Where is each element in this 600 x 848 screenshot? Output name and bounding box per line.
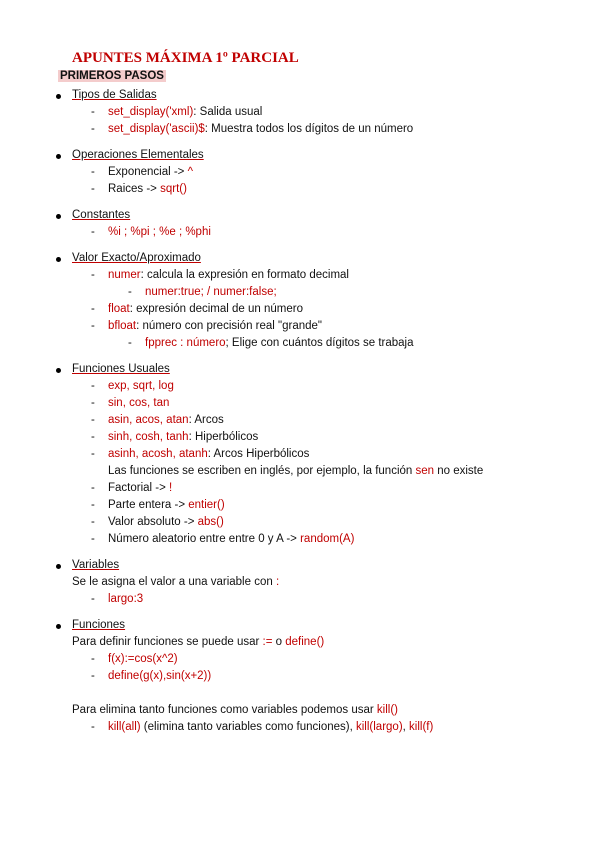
section-subtitle: PRIMEROS PASOS [60, 70, 164, 82]
notes-section [0, 558, 600, 609]
list-item [0, 430, 600, 447]
document-title: APUNTES MÁXIMA 1º PARCIAL [72, 50, 299, 66]
code-term: set_display('ascii)$ [108, 123, 205, 135]
dash-icon: - [91, 183, 95, 195]
list-item [0, 635, 600, 652]
code-term: := [262, 636, 273, 648]
list-item-text [72, 704, 398, 716]
notes-section [0, 618, 600, 737]
list-item-text [108, 320, 322, 332]
text-run: Factorial -> [108, 482, 170, 494]
dash-icon: - [91, 380, 95, 392]
text-run: : Hiperbólicos [188, 431, 259, 443]
code-term: exp, sqrt, log [108, 380, 174, 392]
text-run: : calcula la expresión en formato decimal [140, 269, 349, 281]
list-item-text [108, 106, 262, 118]
section-heading-text: Operaciones Elementales [72, 149, 204, 161]
notes-section [0, 148, 600, 199]
dash-icon: - [128, 337, 132, 349]
list-item-text [108, 499, 225, 511]
bullet-icon [56, 368, 61, 373]
dash-icon: - [91, 593, 95, 605]
code-term: kill() [376, 704, 398, 716]
dash-icon: - [128, 286, 132, 298]
section-heading-text: Funciones Usuales [72, 363, 170, 375]
dash-icon: - [91, 721, 95, 733]
text-run: o [272, 636, 286, 648]
text-run: Las funciones se escriben en inglés, por ejemplo, la función [108, 465, 416, 477]
code-term: sin, cos, tan [108, 397, 170, 409]
text-run: : Arcos Hiperbólicos [207, 448, 310, 460]
code-term: fpprec : número [145, 337, 226, 349]
list-item-text [108, 482, 172, 494]
text-run: (elimina tanto variables como funciones), [140, 721, 356, 733]
text-run: : Arcos [188, 414, 224, 426]
text-run: : Muestra todos los dígitos de un número [204, 123, 414, 135]
code-term: entier() [188, 499, 225, 511]
notes-section [0, 208, 600, 242]
list-item-text [108, 397, 169, 409]
text-run: Se le asigna el valor a una variable con [72, 576, 276, 588]
list-item [0, 592, 600, 609]
dash-icon: - [91, 166, 95, 178]
section-heading [0, 618, 600, 635]
section-heading-text: Valor Exacto/Aproximado [72, 252, 201, 264]
text-run: , [402, 721, 410, 733]
list-item [0, 413, 600, 430]
code-term: largo:3 [108, 593, 144, 605]
list-item [0, 720, 600, 737]
code-term: sinh, cosh, tanh [108, 431, 189, 443]
list-item-text [108, 533, 354, 545]
dash-icon: - [91, 653, 95, 665]
section-heading-text: Constantes [72, 209, 131, 221]
code-term: random(A) [300, 533, 355, 545]
list-item [0, 105, 600, 122]
code-term: sen [415, 465, 435, 477]
notes-section [0, 362, 600, 549]
dash-icon: - [91, 431, 95, 443]
dash-icon: - [91, 303, 95, 315]
section-heading [0, 88, 600, 105]
code-term: kill(f) [409, 721, 434, 733]
list-item [0, 515, 600, 532]
list-item [0, 575, 600, 592]
code-term: define(g(x),sin(x+2)) [108, 670, 212, 682]
list-item-text [108, 448, 309, 460]
list-item [0, 481, 600, 498]
section-heading [0, 148, 600, 165]
text-run: Para definir funciones se puede usar [72, 636, 263, 648]
list-item [0, 498, 600, 515]
code-term: numer:true; / numer:false; [145, 286, 277, 298]
list-item-text [72, 636, 324, 648]
code-term: float [108, 303, 130, 315]
text-run: Número aleatorio entre entre 0 y A -> [108, 533, 301, 545]
dash-icon: - [91, 106, 95, 118]
section-heading [0, 208, 600, 225]
text-run: Valor absoluto -> [108, 516, 198, 528]
text-run: Exponencial -> [108, 166, 188, 178]
bullet-icon [56, 154, 61, 159]
notes-body [0, 88, 600, 746]
text-run: Para elimina tanto funciones como variables podemos usar [72, 704, 377, 716]
text-run: no existe [434, 465, 484, 477]
code-term: ^ [187, 166, 193, 178]
section-heading [0, 251, 600, 268]
dash-icon: - [91, 320, 95, 332]
list-item-text [108, 414, 224, 426]
code-term: sqrt() [160, 183, 187, 195]
code-term: f(x):=cos(x^2) [108, 653, 178, 665]
list-item [0, 165, 600, 182]
dash-icon: - [91, 448, 95, 460]
list-item [0, 225, 600, 242]
bullet-icon [56, 214, 61, 219]
section-heading-text: Funciones [72, 619, 126, 631]
list-item [0, 379, 600, 396]
dash-icon: - [91, 499, 95, 511]
dash-icon: - [91, 482, 95, 494]
list-item [0, 532, 600, 549]
bullet-icon [56, 94, 61, 99]
code-term: kill(largo) [356, 721, 403, 733]
list-item [0, 447, 600, 464]
code-term: bfloat [108, 320, 137, 332]
code-term: : [275, 576, 280, 588]
code-term: define() [285, 636, 325, 648]
code-term: set_display('xml) [108, 106, 194, 118]
list-item-text [108, 226, 211, 238]
list-item [0, 302, 600, 319]
list-item-text [108, 303, 303, 315]
section-heading-text: Tipos de Salidas [72, 89, 157, 101]
code-term: ! [169, 482, 173, 494]
dash-icon: - [91, 414, 95, 426]
list-item [0, 703, 600, 720]
list-item [0, 336, 600, 353]
code-term: kill(all) [108, 721, 141, 733]
dash-icon: - [91, 397, 95, 409]
list-item [0, 652, 600, 669]
section-heading [0, 362, 600, 379]
text-run: Parte entera -> [108, 499, 189, 511]
text-run: : número con precisión real "grande" [136, 320, 323, 332]
blank-line [0, 686, 600, 703]
code-term: numer [108, 269, 141, 281]
list-item-text [72, 576, 279, 588]
code-term: asinh, acosh, atanh [108, 448, 208, 460]
list-item [0, 268, 600, 285]
section-heading-text: Variables [72, 559, 120, 571]
list-item-text [145, 286, 277, 298]
text-run: : Salida usual [193, 106, 263, 118]
list-item [0, 122, 600, 139]
list-item-text [108, 431, 258, 443]
list-item [0, 285, 600, 302]
list-item-text [108, 166, 193, 178]
code-term: asin, acos, atan [108, 414, 189, 426]
dash-icon: - [91, 269, 95, 281]
bullet-icon [56, 564, 61, 569]
list-item-text [108, 593, 143, 605]
list-item-text [108, 465, 483, 477]
dash-icon: - [91, 516, 95, 528]
list-item-text [108, 670, 211, 682]
bullet-icon [56, 257, 61, 262]
list-item-text [108, 380, 174, 392]
notes-section [0, 251, 600, 353]
list-item [0, 396, 600, 413]
dash-icon: - [91, 670, 95, 682]
list-item [0, 319, 600, 336]
list-item-text [108, 721, 433, 733]
list-item-text [108, 653, 178, 665]
list-item-text [145, 337, 414, 349]
list-item [0, 669, 600, 686]
code-term: %i ; %pi ; %e ; %phi [108, 226, 211, 238]
list-item-text [108, 269, 349, 281]
bullet-icon [56, 624, 61, 629]
text-run: : expresión decimal de un número [129, 303, 303, 315]
dash-icon: - [91, 226, 95, 238]
list-item [0, 464, 600, 481]
text-run: Raices -> [108, 183, 161, 195]
dash-icon: - [91, 533, 95, 545]
text-run: ; Elige con cuántos dígitos se trabaja [225, 337, 414, 349]
list-item-text [108, 183, 187, 195]
section-heading [0, 558, 600, 575]
list-item [0, 182, 600, 199]
list-item-text [108, 123, 413, 135]
code-term: abs() [197, 516, 224, 528]
notes-section [0, 88, 600, 139]
dash-icon: - [91, 123, 95, 135]
list-item-text [108, 516, 224, 528]
